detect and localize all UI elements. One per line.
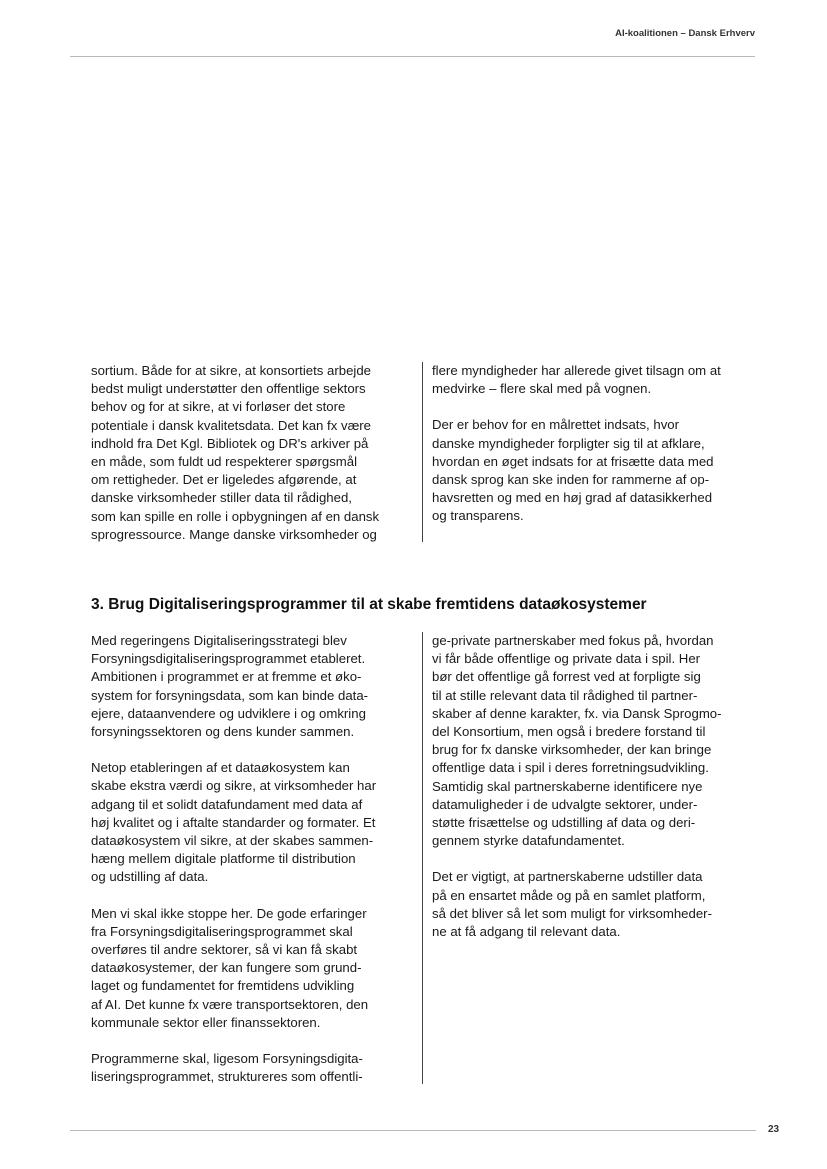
section-left-column [91,632,421,1086]
top-left-column [91,362,421,544]
paragraph: sortium. Både for at sikre, at konsortiets arbejde bedst muligt understøtter den offentlige sektors behov og for at sikre, at vi forløser det store potentiale i dansk kvalitetsdata. Det kan fx være indhold fra Det Kgl. Bibliotek og DR's arkiver på en måde, som fuldt ud respekterer spørgsmål om rettigheder. Det er ligeledes afgørende, at danske virksomheder stiller data til rådighed, som kan spille en rolle i opbygningen af en dansk sprogressource. Mange danske virksomheder og [91,363,380,542]
paragraph: Netop etableringen af et dataøkosystem kan skabe ekstra værdi og sikre, at virksomheder har adgang til et solidt datafundament med data af høj kvalitet og i aftalte standarder og formater. Et dataøkosystem vil sikre, at der skabes sammen- hæng mellem digitale platforme til distribution og udstilling af data. [91,760,377,885]
paragraph: Med regeringens Digitaliseringsstrategi blev Forsyningsdigitaliseringsprogrammet etableret. Ambitionen i programmet er at fremme et øko- system for forsyningsdata, som kan binde data- ejere, dataanvendere og udviklere i og omkring forsyningssektoren og dens kunder sammen. [91,633,369,740]
header-title: AI-koalitionen – Dansk Erhverv [615,28,755,39]
paragraph: Programmerne skal, ligesom Forsyningsdigita- liseringsprogrammet, struktureres som offentli- [91,1051,363,1085]
top-right-column [432,362,767,526]
paragraph: Men vi skal ikke stoppe her. De gode erfaringer fra Forsyningsdigitaliseringsprogrammet skal overføres til andre sektorer, så vi kan få skabt dataøkosystemer, der kan fungere som grund- laget og fundamentet for fremtidens udvikling af AI. Det kunne fx være transportsektoren, den kommunale sektor eller finanssektoren. [91,905,369,1030]
paragraph: Der er behov for en målrettet indsats, hvor danske myndigheder forpligter sig til at afklare, hvordan en øget indsats for at frisætte data med dansk sprog kan ske inden for rammerne af op- havsretten og med en høj grad af datasikkerhed og transparens. [432,417,714,524]
paragraph: ge-private partnerskaber med fokus på, hvordan vi får både offentlige og private data i spil. Her bør det offentlige gå forrest ved at forpligte sig til at stille relevant data til rådighed til partner- skaber af denne karakter, fx. via Dansk Sprogmo- del Konsortium, men også i bredere forstand til brug for fx danske virksomheder, der kan bringe offentlige data i spil i deres forretningsudvikling. Samtidig skal partnerskaberne identificere nye datamuligheder i de udvalgte sektorer, under- støtte frisættelse og udstilling af data og deri- gennem styrke datafundamentet. [432,633,722,849]
footer-rule [70,1130,756,1131]
column-divider [422,632,423,1084]
paragraph: Det er vigtigt, at partnerskaberne udstiller data på en ensartet måde og på en samlet platform, så det bliver så let som muligt for virksomheder- ne at få adgang til relevant data. [432,869,712,940]
section-right-column [432,632,767,941]
paragraph: flere myndigheder har allerede givet tilsagn om at medvirke – flere skal med på vognen. [432,363,721,397]
section-heading: 3. Brug Digitaliseringsprogrammer til at skabe fremtidens dataøkosystemer [91,596,647,613]
page-header [70,0,755,57]
column-divider [422,362,423,542]
page-number: 23 [768,1124,780,1135]
